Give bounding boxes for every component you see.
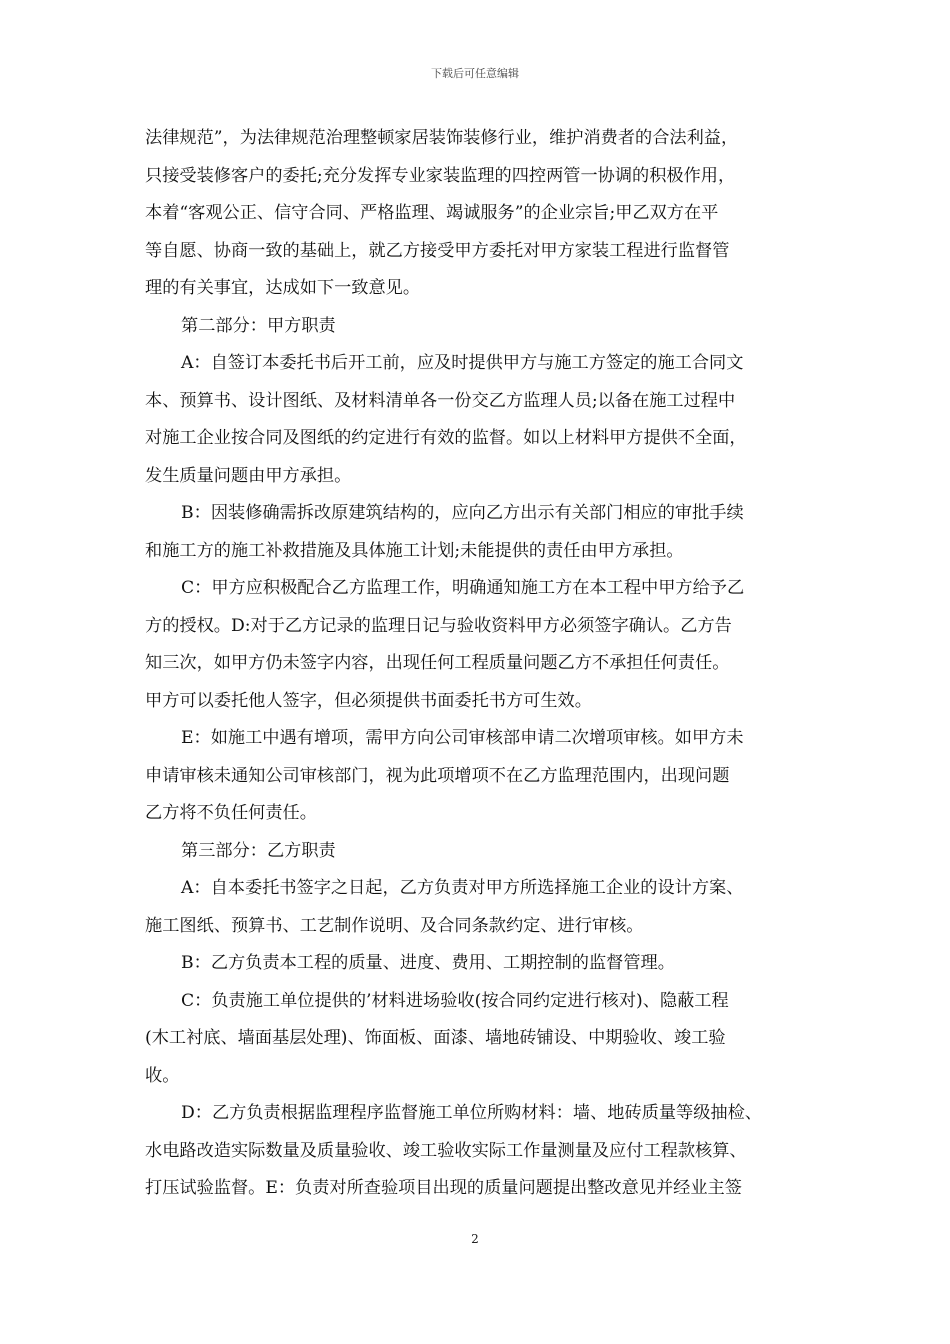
text-line: B：乙方负责本工程的质量、进度、费用、工期控制的监督管理。	[181, 953, 675, 973]
text-line: 申请审核未通知公司审核部门，视为此项增项不在乙方监理范围内，出现问题	[145, 765, 730, 786]
text-line: 等自愿、协商一致的基础上，就乙方接受甲方委托对甲方家装工程进行监督管	[145, 240, 730, 261]
page-number: 2	[471, 1232, 479, 1246]
text-line: 第三部分：乙方职责	[181, 840, 336, 861]
text-line: B：因装修确需拆改原建筑结构的，应向乙方出示有关部门相应的审批手续	[181, 503, 744, 523]
text-line: 知三次，如甲方仍未签字内容，出现任何工程质量问题乙方不承担任何责任。	[145, 653, 730, 673]
text-line: A：自签订本委托书后开工前，应及时提供甲方与施工方签定的施工合同文	[181, 353, 744, 373]
text-line: 水电路改造实际数量及质量验收、竣工验收实际工作量测量及应付工程款核算、	[145, 1140, 747, 1161]
document-body	[145, 120, 810, 1208]
text-line: C：负责施工单位提供的’材料进场验收(按合同约定进行核对)、隐蔽工程	[181, 990, 729, 1011]
text-line: 本、预算书、设计图纸、及材料清单各一份交乙方监理人员;以备在施工过程中	[145, 390, 736, 411]
page-header: 下载后可任意编辑	[431, 67, 519, 80]
text-line: 发生质量问题由甲方承担。	[145, 465, 352, 486]
text-line: C：甲方应积极配合乙方监理工作，明确通知施工方在本工程中甲方给予乙	[181, 578, 745, 598]
text-line: A：自本委托书签字之日起，乙方负责对甲方所选择施工企业的设计方案、	[181, 878, 744, 898]
text-line: 收。	[145, 1065, 180, 1086]
text-line: D：乙方负责根据监理程序监督施工单位所购材料：墙、地砖质量等级抽检、	[181, 1103, 762, 1123]
text-line: 法律规范”，为法律规范治理整顿家居装饰装修行业，维护消费者的合法利益，	[145, 128, 739, 148]
text-line: 甲方可以委托他人签字，但必须提供书面委托书方可生效。	[145, 690, 592, 711]
text-line: (木工衬底、墙面基层处理)、饰面板、面漆、墙地砖铺设、中期验收、竣工验	[145, 1028, 726, 1048]
text-line: E：如施工中遇有增项，需甲方向公司审核部申请二次增项审核。如甲方未	[181, 728, 744, 748]
text-line: 只接受装修客户的委托;充分发挥专业家装监理的四控两管一协调的积极作用，	[145, 165, 736, 186]
text-line: 打压试验监督。E：负责对所查验项目出现的质量问题提出整改意见并经业主签	[145, 1178, 742, 1198]
text-line: 乙方将不负任何责任。	[145, 803, 317, 823]
text-line: 第二部分：甲方职责	[181, 315, 336, 336]
text-line: 本着“客观公正、信守合同、严格监理、竭诚服务”的企业宗旨;甲乙双方在平	[145, 203, 719, 223]
text-line: 对施工企业按合同及图纸的约定进行有效的监督。如以上材料甲方提供不全面，	[145, 428, 747, 448]
text-line: 方的授权。D:对于乙方记录的监理日记与验收资料甲方必须签字确认。乙方告	[145, 615, 732, 636]
text-line: 和施工方的施工补救措施及具体施工计划;未能提供的责任由甲方承担。	[145, 540, 684, 561]
text-line: 施工图纸、预算书、工艺制作说明、及合同条款约定、进行审核。	[145, 915, 644, 936]
text-line: 理的有关事宜，达成如下一致意见。	[145, 278, 421, 298]
